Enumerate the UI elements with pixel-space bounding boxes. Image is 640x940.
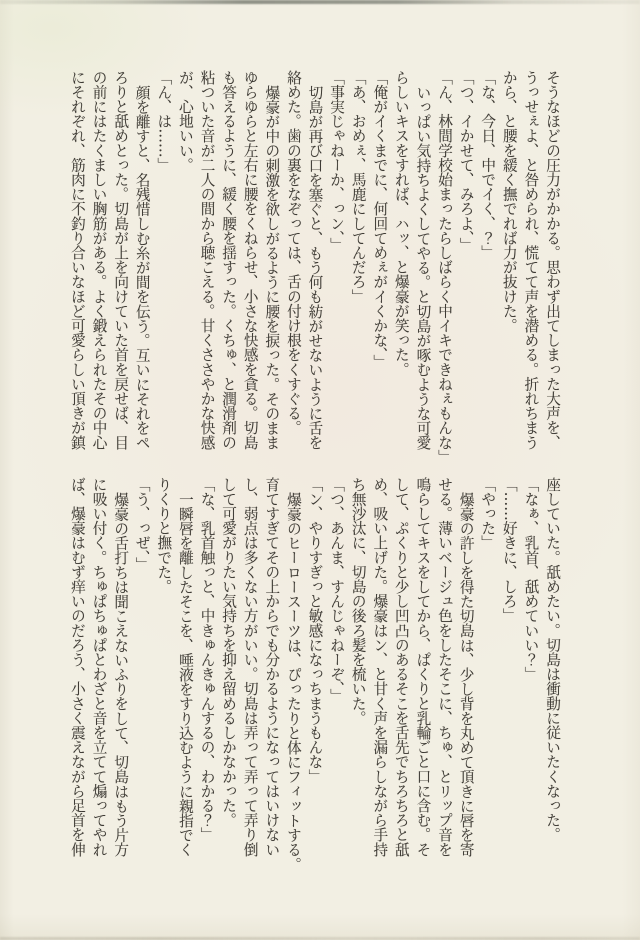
text-column: 「ん、林間学校始まったらしばらく中イキできねぇもんな」 <box>436 70 454 465</box>
text-column: 「なぁ、乳首、舐めていい？」 <box>522 477 540 682</box>
text-column: 「やった」 <box>479 477 497 550</box>
text-column: 「事実じゃねーか、っン、」 <box>328 70 346 253</box>
text-column: して可愛がりたい気持ちを抑え留めるしかなかった。 <box>220 477 238 828</box>
text-column: 「つ、あんま、すんじゃねーぞ、」 <box>328 477 346 704</box>
text-column: 「な、今日、中でイく、？」 <box>479 70 497 260</box>
text-column: ば、爆豪はむず痒いのだろう、小さく震えながら足首を伸 <box>68 477 86 857</box>
text-column: にそれぞれ、筋肉に不釣り合いなほど可愛らしい頂きが鎮 <box>68 70 86 450</box>
text-column: 「ン、やりすぎっと敏感になっちまうもんな」 <box>306 477 324 784</box>
text-column: 「う、っぜ、」 <box>133 477 151 572</box>
text-column: 「な、乳首触っと、中きゅんきゅんするの、わかる？」 <box>198 477 216 842</box>
text-column: いっぱい気持ちよくしてやる。と切島が啄むような可愛 <box>414 84 432 450</box>
text-column: 顔を離すと、名残惜しむ糸が間を伝う。互いにそれをペ <box>133 84 151 450</box>
text-column: して、ぷくりと少し凹凸のあるそこを舌先でちろちろと舐 <box>392 477 410 857</box>
text-column: そうなほどの圧力がかかる。思わず出てしまった大声を、 <box>544 70 561 450</box>
text-block-top <box>66 70 563 465</box>
text-column: ち無沙汰に、切島の後ろ髪を梳いた。 <box>349 477 367 726</box>
text-column: 「俺がイくまでに、何回てめぇがイくかな、」 <box>371 70 389 370</box>
text-column: せる。薄いベージュ色をしたそこに、ちゅ、とリップ音を <box>436 477 454 857</box>
text-column: 爆豪の許しを得た切島は、少し背を丸めて頂きに唇を寄 <box>457 491 475 857</box>
text-column: 座していた。舐めたい。切島は衝動に従いたくなった。 <box>544 477 561 842</box>
text-column: し、弱点は多くない方がいい。切島は弄って弄って弄り倒 <box>241 477 259 857</box>
text-column: りくりと撫でた。 <box>155 477 173 594</box>
text-column: に吸い付く。ちゅぱちゅぱとわざと音を立てて煽ってやれ <box>90 477 108 857</box>
text-column: め、吸い上げた。爆豪はン、と甘く声を漏らしながら手持 <box>371 477 389 857</box>
text-column: 絡めた。歯の裏をなぞっては、舌の付け根をくすぐる。 <box>284 70 302 435</box>
text-column: 「ん、は……」 <box>155 70 173 173</box>
text-column: 「……好きに、しろ」 <box>500 477 518 623</box>
text-column: うっせぇよ、と咎められ、慌てて声を潜める。折れちまう <box>522 70 540 450</box>
text-column: から、と腰を緩く撫でれば力が抜けた。 <box>500 70 518 333</box>
text-column: ゆらゆらと左右に腰をくねらせ、小さな快感を貪る。切島 <box>241 70 259 450</box>
text-column: 「あ、おめぇ、馬鹿にしてんだろ」 <box>349 70 367 304</box>
text-column: 切島が再び口を塞ぐと、もう何も紡がせないように舌を <box>306 84 324 450</box>
scan-edge-shadow-top <box>0 0 640 4</box>
text-column: 爆豪の舌打ちは聞こえないふりをして、切島はもう片方 <box>112 491 130 857</box>
text-column: ろりと舐めとった。切島が上を向けていた首を戻せば、目 <box>112 70 130 450</box>
text-column: 一瞬唇を離したそこを、唾液をすり込むように親指でく <box>176 491 194 857</box>
text-column: 「つ、イかせて、みろよ、」 <box>457 70 475 253</box>
text-column: 爆豪が中の刺激を欲しがるように腰を捩った。そのまま <box>263 84 281 450</box>
text-column: の前にはたくましい胸筋がある。よく鍛えられたその中心 <box>90 70 108 450</box>
text-column: も答えるように、緩く腰を揺すった。くちゅ、と潤滑剤の <box>220 70 238 450</box>
text-block-bottom <box>66 477 563 872</box>
text-column: 粘ついた音が二人の間から聴こえる。甘くささやかな快感 <box>198 70 216 450</box>
text-column: が、心地いい。 <box>176 70 194 173</box>
text-column: 鳴らしてキスをしてから、ぱくりと乳輪ごと口に含む。そ <box>414 477 432 857</box>
text-column: らしいキスをすれば、ハッ、と爆豪が笑った。 <box>392 70 410 377</box>
text-column: 爆豪のヒーロースーツは、ぴったりと体にフィットする。 <box>284 491 302 872</box>
text-column: 育てすぎてその上からでも分かるようになってはいけない <box>263 477 281 857</box>
